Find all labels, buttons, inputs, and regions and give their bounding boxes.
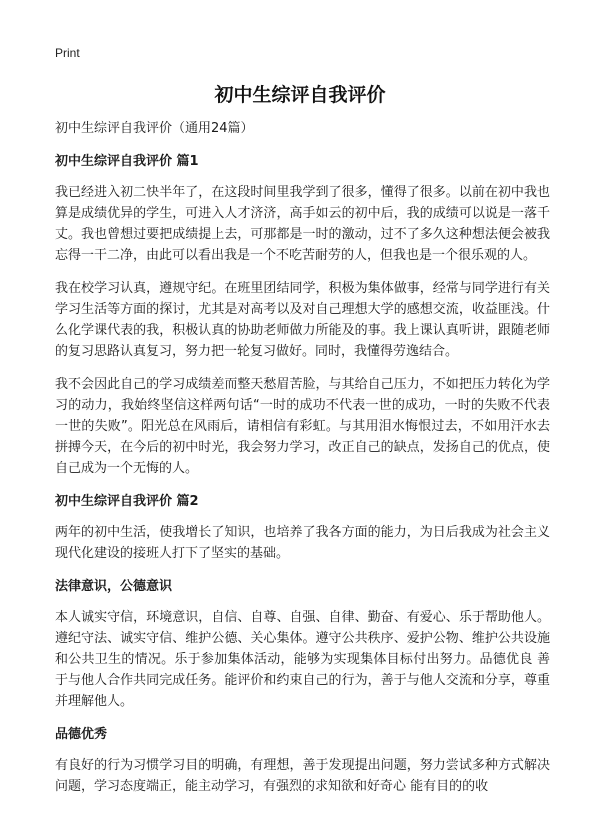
document-body — [55, 118, 550, 809]
document-subtitle: 初中生综评自我评价（通用24篇） — [55, 121, 254, 136]
section-heading-1: 初中生综评自我评价 篇1 — [55, 154, 199, 169]
page-title: 初中生综评自我评价 — [214, 84, 386, 106]
legal-awareness-paragraph: 本人诚实守信，环境意识，自信、自尊、自强、自律、勤奋、有爱心、乐于帮助他人。遵纪守法、诚实守信、维护公德、关心集体。遵守公共秩序、爱护公物、维护公共设施和公共卫生的情况。乐于参加集体活动，能够为实现集体目标付出努力。品德优良 善于与他人合作共同完成任务。能评价和约束自己的行为，善于与他人交流和分享，尊重并理解他人。 — [55, 610, 550, 709]
section-heading-moral-excellence: 品德优秀 — [55, 727, 108, 742]
section-heading-2: 初中生综评自我评价 篇2 — [55, 494, 199, 509]
section-1-paragraph-2: 我在校学习认真，遵规守纪。在班里团结同学，积极为集体做事，经常与同学进行有关学习生活等方面的探讨，尤其是对高考以及对自己理想大学的感想交流，收益匪浅。什么化学课代表的我，积极认真的协助老师做力所能及的事。我上课认真听讲，跟随老师的复习思路认真复习，努力把一轮复习做好。同时，我懂得劳逸结合。 — [55, 281, 550, 359]
section-2-paragraph-1: 两年的初中生活，使我增长了知识，也培养了我各方面的能力，为日后我成为社会主义现代化建设的接班人打下了坚实的基础。 — [55, 525, 550, 561]
print-link[interactable]: Print — [55, 46, 80, 60]
section-1-paragraph-3: 我不会因此自己的学习成绩差而整天愁眉苦脸，与其给自己压力，不如把压力转化为学习的动力，我始终坚信这样两句话“一时的成功不代表一世的成功，一时的失败不代表一世的失败”。阳光总在风雨后，请相信有彩虹。与其用泪水悔恨过去，不如用汗水去拼搏今天，在今后的初中时光，我会努力学习，改正自己的缺点，发扬自己的优点，使自己成为一个无悔的人。 — [55, 377, 550, 476]
moral-excellence-paragraph: 有良好的行为习惯学习目的明确，有理想，善于发现提出问题，努力尝试多种方式解决问题，学习态度端正，能主动学习，有强烈的求知欲和好奇心 能有目的的收 — [55, 758, 550, 794]
section-heading-legal-awareness: 法律意识，公德意识 — [55, 579, 173, 594]
section-1-paragraph-1: 我已经进入初二快半年了，在这段时间里我学到了很多，懂得了很多。以前在初中我也算是成绩优异的学生，可进入人才济济，高手如云的初中后，我的成绩可以说是一落千丈。我也曾想过要把成绩提上去，可那都是一时的激动，过不了多久这种想法便会被我忘得一干二净，由此可以看出我是一个不吃苦耐劳的人，但我也是一个很乐观的人。 — [55, 185, 550, 263]
